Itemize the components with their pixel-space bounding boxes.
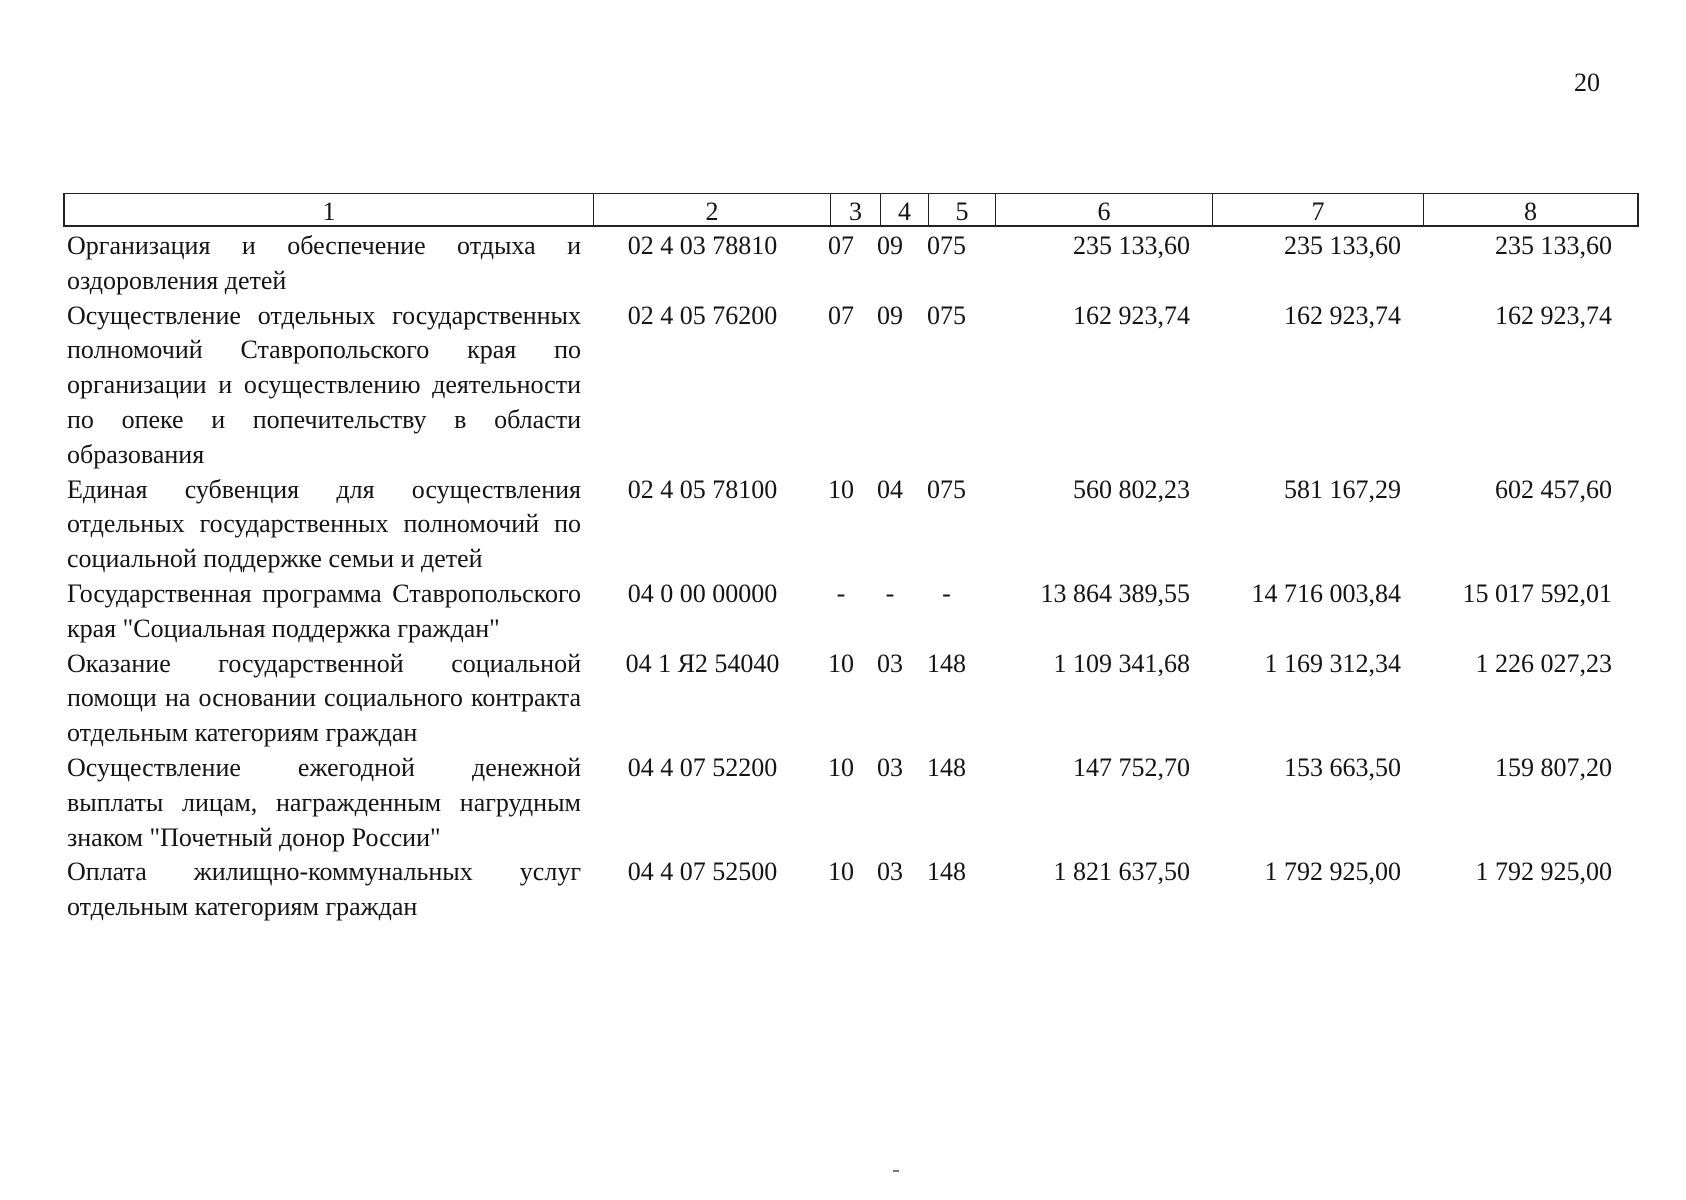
row-name: Организация и обеспечение отдыха и оздоровления детей (67, 231, 581, 295)
row-value-6: 560 802,23 (1073, 474, 1190, 504)
row-value-6: 162 923,74 (1073, 300, 1190, 330)
row-col3: 10 (828, 752, 854, 782)
row-col5: 075 (927, 231, 966, 260)
row-col5: - (942, 578, 951, 608)
page-number: 20 (1574, 68, 1600, 97)
row-name: Оказание государственной социальной помощи на основании социального контракта отдельным категориям граждан (67, 648, 581, 748)
row-value-6: 1 109 341,68 (1053, 648, 1190, 678)
row-code: 04 0 00 00000 (627, 578, 778, 608)
row-value-8: 162 923,74 (1495, 300, 1612, 330)
table-row (63, 577, 1617, 647)
table-row (63, 229, 1617, 299)
row-code: 02 4 03 78810 (627, 231, 778, 260)
scan-speck (893, 1170, 899, 1172)
row-value-7: 1 792 925,00 (1264, 857, 1401, 887)
column-header-2: 2 (594, 193, 831, 227)
column-header-5: 5 (929, 193, 996, 227)
row-col5: 075 (927, 474, 966, 504)
row-code: 04 1 Я2 54040 (625, 648, 780, 678)
row-col4: 03 (877, 857, 903, 887)
row-col3: 10 (828, 648, 854, 678)
row-col3: 07 (828, 231, 854, 260)
row-code: 02 4 05 76200 (627, 300, 778, 330)
table-header (63, 193, 1639, 227)
row-col4: 03 (877, 648, 903, 678)
row-value-6: 235 133,60 (1073, 231, 1190, 260)
row-col5: 148 (927, 648, 966, 678)
row-value-8: 15 017 592,01 (1462, 578, 1612, 608)
row-value-8: 159 807,20 (1495, 752, 1612, 782)
row-name: Осуществление отдельных государственных полномочий Ставропольского края по организации и осуществлению деятельности по опеке и попечительству в области образования (67, 300, 581, 469)
table-row (63, 647, 1617, 751)
row-col3: 10 (828, 474, 854, 504)
column-header-8: 8 (1424, 193, 1639, 227)
row-value-8: 1 792 925,00 (1475, 857, 1612, 887)
row-value-7: 235 133,60 (1284, 231, 1401, 260)
row-name: Осуществление ежегодной денежной выплаты лицам, награжденным нагрудным знаком "Почетный донор России" (67, 752, 581, 852)
row-col3: 10 (828, 857, 854, 887)
row-name: Единая субвенция для осуществления отдельных государственных полномочий по социальной поддержке семьи и детей (67, 474, 581, 574)
row-col5: 075 (927, 300, 966, 330)
row-value-7: 153 663,50 (1284, 752, 1401, 782)
row-col5: 148 (927, 857, 966, 887)
column-header-7: 7 (1213, 193, 1424, 227)
row-value-7: 162 923,74 (1284, 300, 1401, 330)
row-col4: 03 (877, 752, 903, 782)
row-col5: 148 (927, 752, 966, 782)
row-value-8: 235 133,60 (1495, 231, 1612, 260)
row-col4: 04 (877, 474, 903, 504)
row-col3: - (836, 578, 846, 608)
row-value-6: 13 864 389,55 (1040, 578, 1190, 608)
column-header-4: 4 (881, 193, 929, 227)
row-col4: 09 (877, 300, 903, 330)
table-body (63, 229, 1617, 925)
row-value-7: 581 167,29 (1284, 474, 1401, 504)
table-row (63, 473, 1617, 577)
column-header-1: 1 (63, 193, 594, 227)
row-value-8: 602 457,60 (1495, 474, 1612, 504)
row-value-6: 1 821 637,50 (1053, 857, 1190, 887)
row-name: Государственная программа Ставропольского края "Социальная поддержка граждан" (67, 578, 581, 643)
row-col4: - (885, 578, 895, 608)
row-code: 04 4 07 52200 (627, 752, 778, 782)
row-value-6: 147 752,70 (1073, 752, 1190, 782)
table-row (63, 299, 1617, 473)
row-value-8: 1 226 027,23 (1475, 648, 1612, 678)
column-header-3: 3 (831, 193, 881, 227)
row-value-7: 1 169 312,34 (1264, 648, 1401, 678)
row-col3: 07 (828, 300, 854, 330)
table-row (63, 751, 1617, 855)
row-value-7: 14 716 003,84 (1251, 578, 1401, 608)
row-code: 02 4 05 78100 (627, 474, 778, 504)
column-header-6: 6 (996, 193, 1213, 227)
row-name: Оплата жилищно-коммунальных услуг отдельным категориям граждан (67, 857, 581, 922)
table-row (63, 855, 1617, 925)
row-code: 04 4 07 52500 (627, 857, 778, 887)
row-col4: 09 (877, 231, 903, 260)
